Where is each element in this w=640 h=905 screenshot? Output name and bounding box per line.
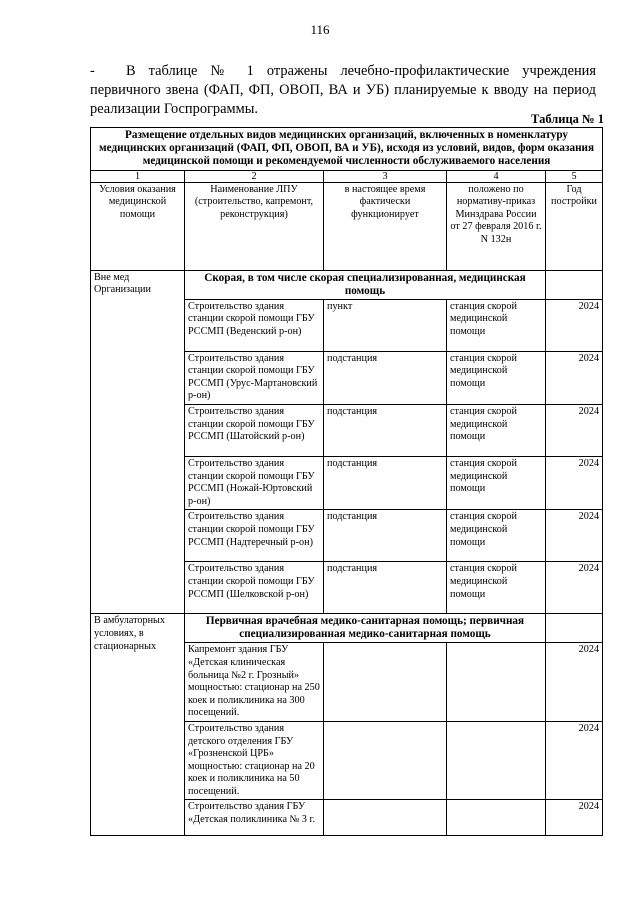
build-year: 2024	[546, 404, 603, 456]
page-number: 116	[310, 22, 330, 37]
build-year: 2024	[546, 456, 603, 509]
empty-cell	[546, 270, 603, 299]
current-status: подстанция	[324, 456, 447, 509]
build-year: 2024	[546, 351, 603, 404]
facility-name: Капремонт здания ГБУ «Детская клиническая больница №2 г. Грозный» мощностью: стационар на 250 коек и поликлиника на 300 посещений.	[185, 643, 324, 722]
current-status	[324, 800, 447, 836]
current-status: подстанция	[324, 404, 447, 456]
section-title: Первичная врачебная медико-санитарная помощь; первичная специализированная медико-санитарная помощь	[185, 614, 546, 643]
current-status: подстанция	[324, 351, 447, 404]
facilities-table	[90, 127, 603, 836]
column-header-conditions: Условия оказания медицинской помощи	[91, 182, 185, 270]
facility-name: Строительство здания станции скорой помощи ГБУ РССМП (Шелковской р-он)	[185, 562, 324, 614]
build-year: 2024	[546, 510, 603, 562]
required-status	[447, 721, 546, 800]
column-number: 2	[185, 170, 324, 182]
build-year: 2024	[546, 299, 603, 351]
required-status: станция скорой медицинской помощи	[447, 299, 546, 351]
facility-name: Строительство здания станции скорой помощи ГБУ РССМП (Надтеречный р-он)	[185, 510, 324, 562]
column-numbers-row	[91, 170, 603, 182]
build-year: 2024	[546, 800, 603, 836]
empty-cell	[546, 614, 603, 643]
current-status	[324, 643, 447, 722]
required-status: станция скорой медицинской помощи	[447, 456, 546, 509]
required-status: станция скорой медицинской помощи	[447, 562, 546, 614]
build-year: 2024	[546, 562, 603, 614]
section-row	[91, 614, 603, 643]
build-year: 2024	[546, 721, 603, 800]
required-status: станция скорой медицинской помощи	[447, 351, 546, 404]
current-status: подстанция	[324, 510, 447, 562]
column-number: 3	[324, 170, 447, 182]
section-title: Скорая, в том числе скорая специализированная, медицинская помощь	[185, 270, 546, 299]
column-number: 4	[447, 170, 546, 182]
condition-cell: В амбулаторных условиях, в стационарных	[91, 614, 185, 836]
table-heading: Размещение отдельных видов медицинских организаций, включенных в номенклатуру медицинских организаций (ФАП, ФП, ОВОП, ВА и УБ), исходя из условий, видов, форм оказания медицинской помощи и рекомендуемой численности обслуживаемого населения	[91, 128, 603, 171]
current-status: подстанция	[324, 562, 447, 614]
section-row	[91, 270, 603, 299]
column-number: 5	[546, 170, 603, 182]
facility-name: Строительство здания станции скорой помощи ГБУ РССМП (Урус-Мартановский р-он)	[185, 351, 324, 404]
column-header-required: положено по нормативу-приказ Минздрава России от 27 февраля 2016 г. N 132н	[447, 182, 546, 270]
column-headers-row	[91, 182, 603, 270]
list-dash: -	[90, 63, 95, 79]
build-year: 2024	[546, 643, 603, 722]
facility-name: Строительство здания детского отделения ГБУ «Грозненской ЦРБ» мощностью: стационар на 20 коек и поликлиника на 50 посещений.	[185, 721, 324, 800]
required-status	[447, 800, 546, 836]
required-status: станция скорой медицинской помощи	[447, 404, 546, 456]
condition-cell: Вне мед Организации	[91, 270, 185, 614]
current-status	[324, 721, 447, 800]
column-header-year: Год постройки	[546, 182, 603, 270]
current-status: пункт	[324, 299, 447, 351]
intro-text: В таблице № 1 отражены лечебно-профилактические учреждения первичного звена (ФАП, ФП, ОВОП, ВА и УБ) планируемые к вводу на период реализации Госпрограммы.	[90, 63, 596, 117]
intro-paragraph	[90, 62, 596, 119]
facility-name: Строительство здания станции скорой помощи ГБУ РССМП (Веденский р-он)	[185, 299, 324, 351]
facility-name: Строительство здания ГБУ «Детская поликлиника № 3 г.	[185, 800, 324, 836]
facility-name: Строительство здания станции скорой помощи ГБУ РССМП (Ножай-Юртовский р-он)	[185, 456, 324, 509]
facility-name: Строительство здания станции скорой помощи ГБУ РССМП (Шатойский р-он)	[185, 404, 324, 456]
column-header-facility: Наименование ЛПУ (строительство, капремонт, реконструкция)	[185, 182, 324, 270]
required-status	[447, 643, 546, 722]
column-header-current: в настоящее время фактически функционирует	[324, 182, 447, 270]
table-caption: Таблица № 1	[531, 112, 604, 126]
column-number: 1	[91, 170, 185, 182]
required-status: станция скорой медицинской помощи	[447, 510, 546, 562]
